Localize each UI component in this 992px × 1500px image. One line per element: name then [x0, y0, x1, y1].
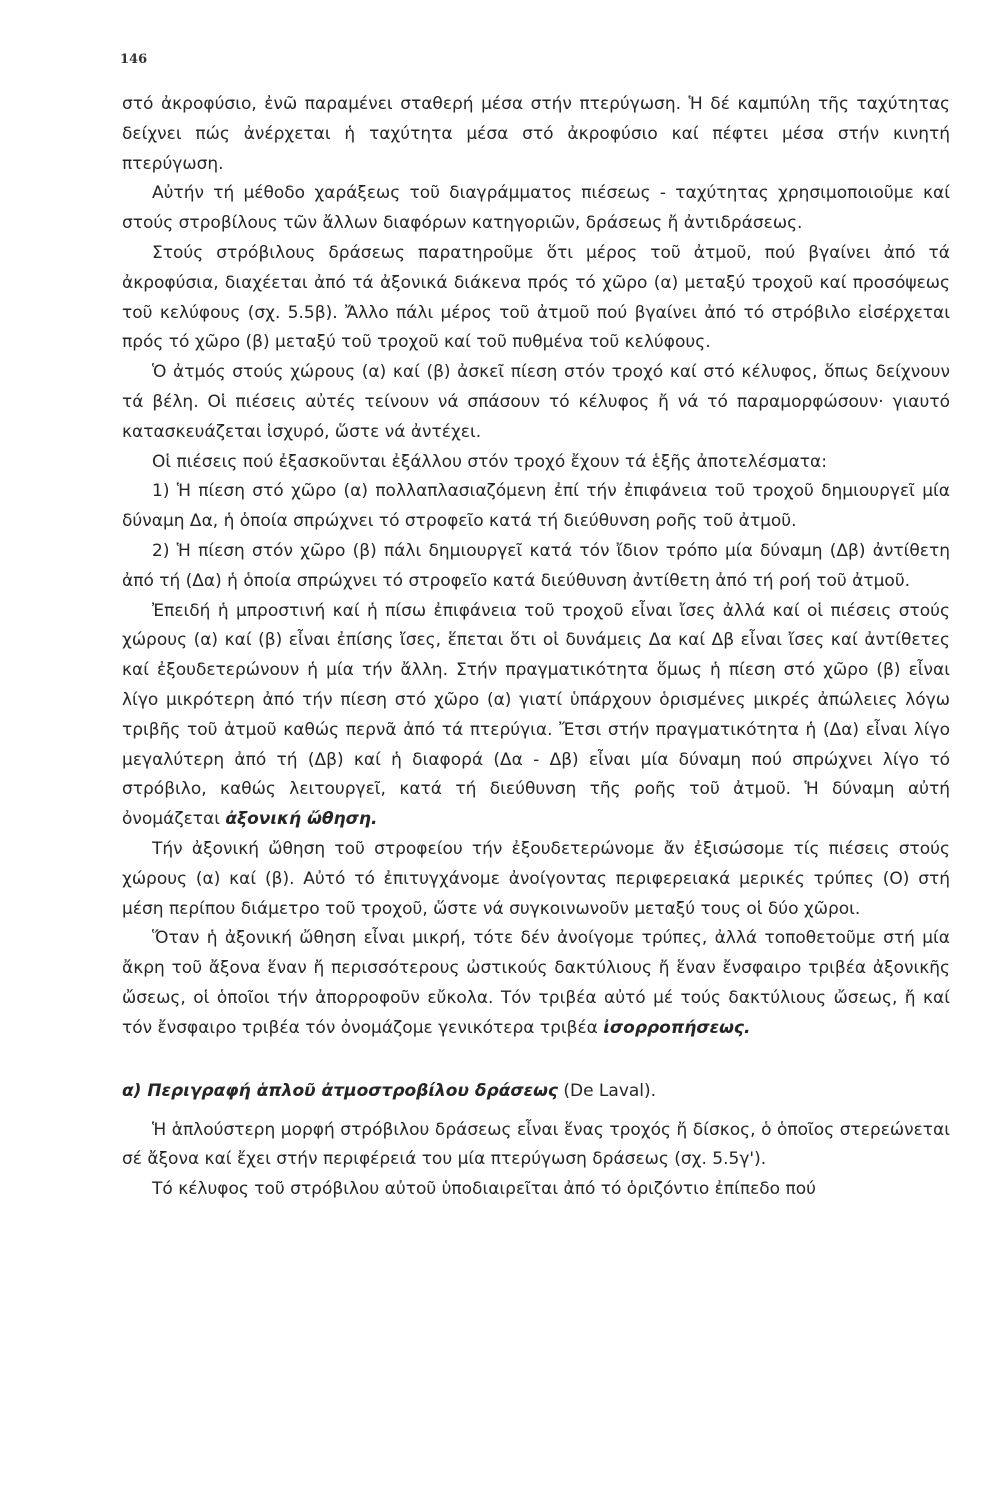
- section-heading-title: α) Περιγραφή ἁπλοῦ ἀτμοστροβίλου δράσεως: [122, 1080, 558, 1101]
- page-body: [122, 90, 950, 1205]
- paragraph-text: Ὅταν ἡ ἀξονική ὤθηση εἶναι μικρή, τότε δέν ἀνοίγομε τρύπες, ἀλλά τοποθετοῦμε στή μία ἄκρη τοῦ ἄξονα ἕναν ἤ περισσότερους ὠστικούς δακτύλιους ἤ ἕναν ἔνσφαιρο τριβέα ἀξονικῆς ὤσεως, οἱ ὁποῖοι τήν ἀπορροφοῦν εὔκολα. Τόν τριβέα αὐτό μέ τούς δακτύλιους ὤσεως, ἤ καί τόν ἔνσφαιρο τριβέα τόν ὀνομάζομε γενικότερα τριβέα: [122, 928, 950, 1038]
- section-heading-suffix: (De Laval).: [563, 1080, 657, 1101]
- term-axial-thrust: ἀξονική ὤθηση.: [225, 809, 378, 830]
- numbered-item-2: 2) Ἡ πίεση στόν χῶρο (β) πάλι δημιουργεῖ κατά τόν ἴδιον τρόπο μία δύναμη (Δβ) ἀντίθετη ἀπό τή (Δα) ἡ ὁποία σπρώχνει τό στροφεῖο κατά διεύθυνση ἀντίθετη ἀπό τή ροή τοῦ ἀτμοῦ.: [122, 540, 950, 591]
- paragraph: Τό κέλυφος τοῦ στρόβιλου αὐτοῦ ὑποδιαιρεῖται ἀπό τό ὁριζόντιο ἐπίπεδο πού: [152, 1179, 816, 1200]
- paragraph: Τήν ἀξονική ὤθηση τοῦ στροφείου τήν ἐξουδετερώνομε ἄν ἐξισώσομε τίς πιέσεις στούς χώρους (α) καί (β). Αὐτό τό ἐπιτυγχάνομε ἀνοίγοντας περιφερειακά μερικές τρύπες (Ο) στή μέση περίπου διάμετρο τοῦ τροχοῦ, ὥστε νά συγκοινωνοῦν μεταξύ τους οἱ δύο χῶροι.: [122, 838, 950, 919]
- paragraph-text: Ἐπειδή ἡ μπροστινή καί ἡ πίσω ἐπιφάνεια τοῦ τροχοῦ εἶναι ἴσες ἀλλά καί οἱ πιέσεις στούς χώρους (α) καί (β) εἶναι ἐπίσης ἴσες, ἕπεται ὅτι οἱ δυνάμεις Δα καί Δβ εἶναι ἴσες καί ἀντίθετες καί ἐξουδετερώνουν ἡ μία τήν ἄλλη. Στήν πραγματικότητα ὅμως ἡ πίεση στό χῶρο (β) εἶναι λίγο μικρότερη ἀπό τήν πίεση στό χῶρο (α) γιατί ὑπάρχουν ὁρισμένες μικρές ἀπώλειες λόγω τριβῆς τοῦ ἀτμοῦ καθώς περνᾶ ἀπό τά πτερύγια. Ἔτσι στήν πραγματικότητα ἡ (Δα) εἶναι λίγο μεγαλύτερη ἀπό τή (Δβ) καί ἡ διαφορά (Δα - Δβ) εἶναι μία δύναμη πού σπρώχνει λίγο τό στρόβιλο, καθώς λειτουργεῖ, κατά τή διεύθυνση τῆς ροῆς τοῦ ἀτμοῦ. Ἡ δύναμη αὐτή ὀνομάζεται: [122, 600, 950, 830]
- paragraph: Ἡ ἁπλούστερη μορφή στρόβιλου δράσεως εἶναι ἕνας τροχός ἤ δίσκος, ὁ ὁποῖος στερεώνεται σέ ἄξονα καί ἔχει στήν περιφέρειά του μία πτερύγωση δράσεως (σχ. 5.5γ').: [122, 1119, 950, 1170]
- paragraph: Ὁ ἀτμός στούς χώρους (α) καί (β) ἀσκεῖ πίεση στόν τροχό καί στό κέλυφος, ὅπως δείχνουν τά βέλη. Οἱ πιέσεις αὐτές τείνουν νά σπάσουν τό κέλυφος ἤ νά τό παραμορφώσουν· γιαυτό κατασκευάζεται ἰσχυρό, ὥστε νά ἀντέχει.: [122, 362, 950, 442]
- paragraph: [122, 597, 950, 835]
- page-number: 146: [120, 52, 148, 67]
- paragraph: Αὐτήν τή μέθοδο χαράξεως τοῦ διαγράμματος πιέσεως - ταχύτητας χρησιμοποιοῦμε καί στούς στροβίλους τῶν ἄλλων διαφόρων κατηγοριῶν, δράσεως ἤ ἀντιδράσεως.: [122, 183, 950, 234]
- paragraph: Στούς στρόβιλους δράσεως παρατηροῦμε ὅτι μέρος τοῦ ἀτμοῦ, πού βγαίνει ἀπό τά ἀκροφύσια, διαχέεται ἀπό τά ἀξονικά διάκενα πρός τό χῶρο (α) μεταξύ τροχοῦ καί προσόψεως τοῦ κελύφους (σχ. 5.5β). Ἄλλο πάλι μέρος τοῦ ἀτμοῦ πού βγαίνει ἀπό τό στρόβιλο εἰσέρχεται πρός τό χῶρο (β) μεταξύ τοῦ τροχοῦ καί τοῦ πυθμένα τοῦ κελύφους.: [122, 242, 950, 353]
- paragraph: στό ἀκροφύσιο, ἐνῶ παραμένει σταθερή μέσα στήν πτερύγωση. Ἡ δέ καμπύλη τῆς ταχύτητας δείχνει πώς ἀνέρχεται ἡ ταχύτητα μέσα στό ἀκροφύσιο καί πέφτει μέσα στήν κινητή πτερύγωση.: [122, 94, 950, 174]
- numbered-item-1: 1) Ἡ πίεση στό χῶρο (α) πολλαπλασιαζόμενη ἐπί τήν ἐπιφάνεια τοῦ τροχοῦ δημιουργεῖ μία δύναμη Δα, ἡ ὁποία σπρώχνει τό στροφεῖο κατά τή διεύθυνση ροῆς τοῦ ἀτμοῦ.: [122, 481, 950, 532]
- section-heading: [122, 1076, 950, 1106]
- paragraph: Οἱ πιέσεις πού ἐξασκοῦνται ἐξάλλου στόν τροχό ἔχουν τά ἑξῆς ἀποτελέσματα:: [152, 451, 827, 472]
- term-balancing: ἰσορροπήσεως.: [603, 1017, 751, 1038]
- paragraph: [122, 924, 950, 1043]
